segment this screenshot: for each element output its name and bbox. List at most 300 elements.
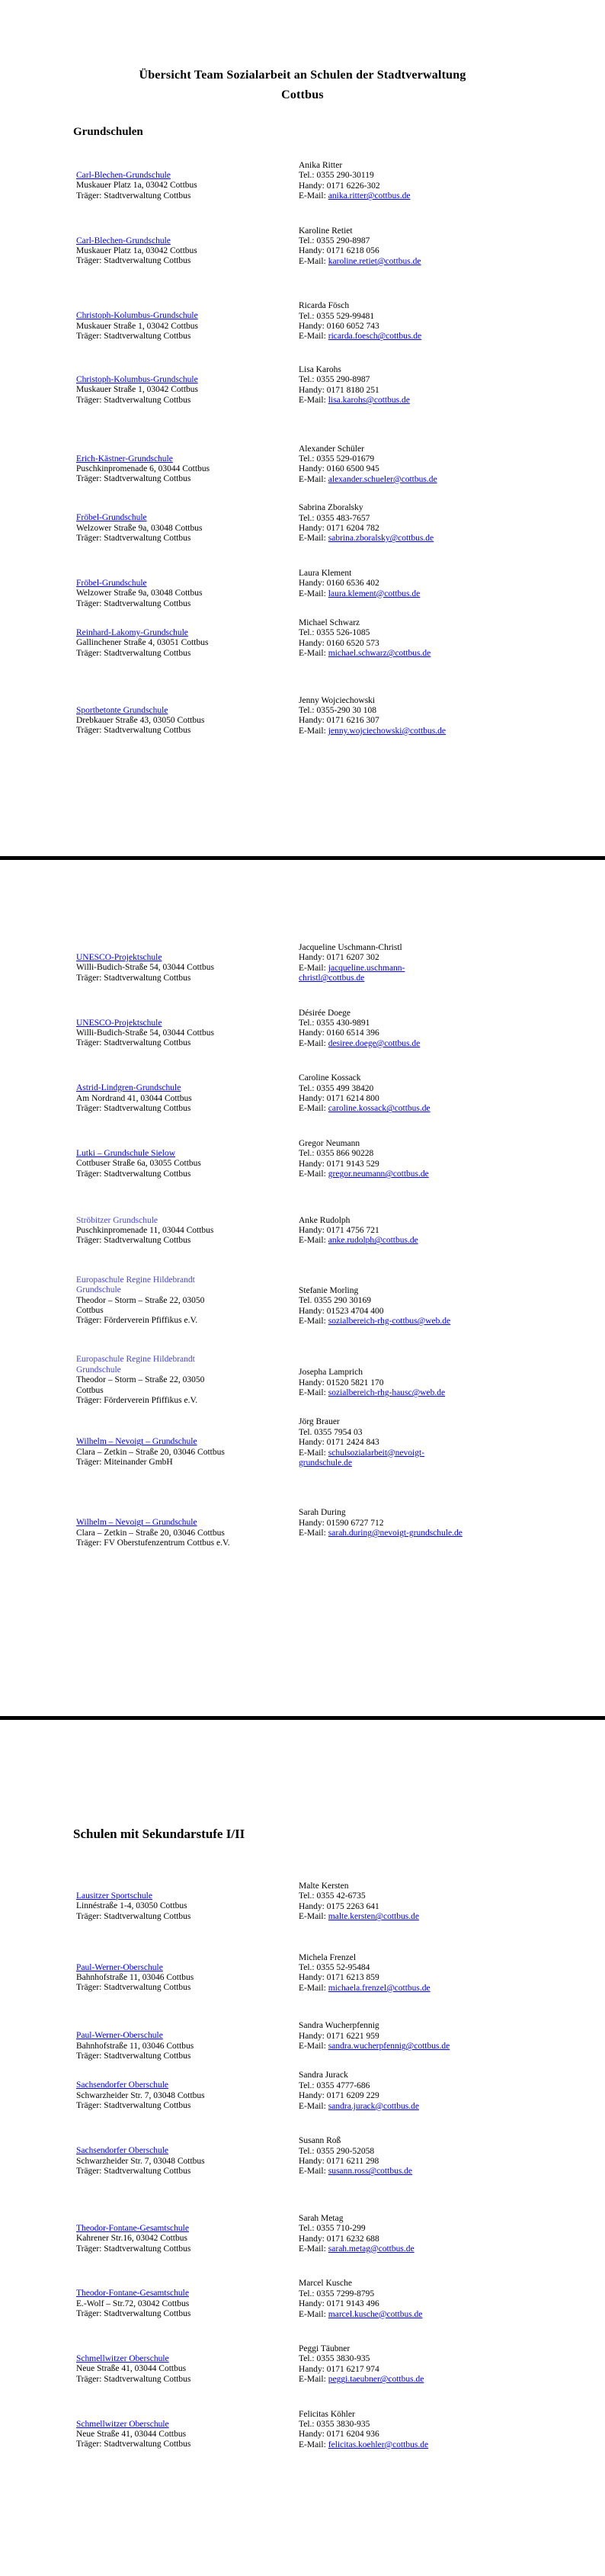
school-link[interactable]: Paul-Werner-Oberschule (76, 2031, 163, 2041)
school-traeger: Träger: Stadtverwaltung Cottbus (76, 973, 191, 983)
school-info (76, 2344, 299, 2385)
school-info (76, 2071, 299, 2112)
email-label: E-Mail: (299, 1104, 326, 1114)
contact-phones (299, 2147, 497, 2167)
contact-phone-line: Tel.: 0355 710-299 (299, 2224, 366, 2234)
email-label: E-Mail: (299, 589, 326, 598)
school-traeger: Träger: Stadtverwaltung Cottbus (76, 395, 191, 405)
email-link[interactable]: sarah.during@nevoigt-grundschule.de (328, 1529, 463, 1538)
contact-email-line (299, 191, 497, 201)
school-address: Muskauer Platz 1a, 03042 Cottbus (76, 246, 197, 256)
email-label: E-Mail: (299, 2309, 326, 2319)
school-entry (76, 2214, 605, 2255)
email-link[interactable]: sabrina.zboralsky@cottbus.de (328, 534, 434, 544)
contact-phones (299, 1519, 497, 1529)
contact-info (299, 2279, 497, 2320)
email-link[interactable]: jenny.wojciechowski@cottbus.de (328, 726, 446, 736)
contact-email-line (299, 257, 497, 267)
school-info (76, 1355, 299, 1406)
contact-phone-line: Tel.: 0355 529-01679 (299, 454, 375, 464)
school-info (76, 1275, 299, 1327)
email-label: E-Mail: (299, 474, 326, 484)
contact-phone-line: Tel.: 0355 430-9891 (299, 1019, 370, 1028)
contact-phone-line: Tel. 0355 7954 03 (299, 1427, 363, 1437)
email-link[interactable]: peggi.taeubner@cottbus.de (328, 2375, 424, 2385)
email-link[interactable]: jacqueline.uschmann- christl@cottbus.de (299, 963, 405, 983)
contact-email-line (299, 534, 497, 544)
school-link[interactable]: Carl-Blechen-Grundschule (76, 236, 171, 245)
contact-email-line (299, 1388, 497, 1398)
school-entry (76, 2344, 605, 2385)
contact-info (299, 301, 497, 342)
contact-info (299, 2071, 497, 2112)
contact-info (299, 444, 497, 486)
school-list (0, 1842, 605, 2450)
school-traeger: Träger: Stadtverwaltung Cottbus (76, 256, 191, 266)
document-title-line-2: Cottbus (281, 88, 324, 101)
contact-info (299, 2344, 497, 2385)
contact-email-line (299, 589, 497, 599)
contact-phone-line: Tel.: 0355 4777-686 (299, 2080, 370, 2090)
school-address: Schwarzheider Str. 7, 03048 Cottbus (76, 2156, 205, 2166)
contact-phones (299, 1963, 497, 1984)
contact-email-line (299, 2244, 497, 2254)
school-entry (76, 2410, 605, 2451)
email-label: E-Mail: (299, 1983, 326, 1993)
school-link[interactable]: Sachsendorfer Oberschule (76, 2146, 169, 2156)
contact-info (299, 1009, 497, 1050)
contact-phones (299, 1378, 497, 1388)
contact-phone-line: Tel.: 0355 3830-935 (299, 2420, 370, 2429)
email-label: E-Mail: (299, 1529, 326, 1538)
contact-phone-line: Handy: 0171 6214 800 (299, 1094, 379, 1104)
school-entry (76, 1508, 605, 1548)
school-address: Willi-Budich-Straße 54, 03044 Cottbus (76, 963, 214, 973)
email-link[interactable]: schulsozialarbeit@nevoigt- grundschule.de (299, 1448, 424, 1468)
school-traeger: Träger: Stadtverwaltung Cottbus (76, 1104, 191, 1114)
school-entry (76, 943, 605, 984)
contact-phone-line: Tel.: 0355 290-8987 (299, 236, 370, 246)
email-label: E-Mail: (299, 2440, 326, 2449)
contact-phone-line: Handy: 0171 6211 298 (299, 2156, 379, 2166)
email-label: E-Mail: (299, 534, 326, 544)
contact-name: Alexander Schüler (299, 444, 364, 454)
school-link[interactable]: Sportbetonte Grundschule (76, 705, 168, 715)
contact-email-line (299, 2167, 497, 2177)
contact-info (299, 1508, 497, 1548)
email-label: E-Mail: (299, 2101, 326, 2111)
contact-info (299, 1216, 497, 1246)
contact-email-line (299, 649, 497, 659)
school-traeger: Träger: Stadtverwaltung Cottbus (76, 2440, 191, 2449)
document-title (0, 0, 605, 105)
contact-phone-line: Tel.: 0355 526-1085 (299, 628, 370, 638)
contact-phone-line: Handy: 0171 6207 302 (299, 953, 379, 963)
email-link[interactable]: gregor.neumann@cottbus.de (328, 1169, 429, 1179)
school-entry (76, 444, 605, 486)
contact-info (299, 2136, 497, 2177)
contact-phones (299, 579, 497, 589)
email-label: E-Mail: (299, 1038, 326, 1048)
school-entry (76, 2279, 605, 2320)
school-link[interactable]: Schmellwitzer Oberschule (76, 2419, 169, 2429)
school-info (76, 1139, 299, 1180)
school-info (76, 1508, 299, 1548)
contact-phone-line: Handy: 0171 9143 529 (299, 1159, 379, 1169)
contact-name: Malte Kersten (299, 1881, 349, 1891)
contact-phones (299, 2420, 497, 2440)
school-entry (76, 569, 605, 609)
school-entry (76, 161, 605, 202)
school-traeger: Träger: Stadtverwaltung Cottbus (76, 332, 191, 342)
contact-phone-line: Handy: 0175 2263 641 (299, 1901, 379, 1911)
document-title-line-1: Übersicht Team Sozialarbeit an Schulen der Stadtverwaltung (139, 69, 466, 82)
contact-email-line (299, 2310, 497, 2320)
contact-phones (299, 953, 497, 963)
contact-name: Michela Frenzel (299, 1952, 357, 1962)
school-info (76, 1009, 299, 1050)
contact-phone-line: Tel.: 0355 529-99481 (299, 311, 375, 321)
school-link[interactable]: Christoph-Kolumbus-Grundschule (76, 374, 198, 384)
email-link[interactable]: caroline.kossack@cottbus.de (328, 1104, 431, 1114)
email-link[interactable]: felicitas.koehler@cottbus.de (328, 2440, 429, 2449)
school-list (0, 860, 605, 1549)
contact-email-line (299, 1529, 497, 1538)
school-info (76, 943, 299, 984)
contact-name: Sandra Jurack (299, 2071, 348, 2080)
school-link[interactable]: Erich-Kästner-Grundschule (76, 454, 173, 464)
contact-info (299, 503, 497, 544)
contact-info (299, 1355, 497, 1406)
email-link[interactable]: sandra.wucherpfennig@cottbus.de (328, 2042, 450, 2051)
school-address: Muskauer Straße 1, 03042 Cottbus (76, 321, 199, 331)
email-link[interactable]: karoline.retiet@cottbus.de (328, 256, 421, 266)
school-list (0, 139, 605, 736)
school-entry (76, 1355, 605, 1406)
school-link[interactable]: Fröbel-Grundschule (76, 513, 147, 523)
email-link[interactable]: ricarda.foesch@cottbus.de (328, 332, 422, 342)
school-info (76, 569, 299, 609)
email-link[interactable]: michael.schwarz@cottbus.de (328, 649, 431, 659)
contact-name: Désirée Doege (299, 1008, 351, 1018)
contact-phones (299, 312, 497, 332)
contact-email-line (299, 1169, 497, 1179)
contact-phone-line: Handy: 0171 9143 496 (299, 2299, 379, 2309)
school-link[interactable]: Paul-Werner-Oberschule (76, 1962, 163, 1972)
school-entry (76, 2021, 605, 2061)
contact-info (299, 569, 497, 609)
school-address: Neue Straße 41, 03044 Cottbus (76, 2364, 187, 2374)
school-entry (76, 301, 605, 342)
email-link[interactable]: sarah.metag@cottbus.de (328, 2244, 415, 2254)
school-address: Puschkinpromenade 6, 03044 Cottbus (76, 464, 210, 473)
contact-info (299, 2021, 497, 2061)
school-traeger: Träger: Stadtverwaltung Cottbus (76, 726, 191, 736)
school-entry (76, 1073, 605, 1115)
school-info (76, 2279, 299, 2320)
contact-name: Laura Klement (299, 568, 352, 578)
contact-info (299, 696, 497, 737)
email-label: E-Mail: (299, 1316, 326, 1326)
contact-phone-line: Handy: 0171 2424 843 (299, 1438, 379, 1448)
email-link[interactable]: laura.klement@cottbus.de (328, 589, 421, 598)
school-entry (76, 1953, 605, 1994)
contact-email-line (299, 2042, 497, 2051)
contact-info (299, 1953, 497, 1994)
school-info (76, 161, 299, 202)
school-address: Muskauer Platz 1a, 03042 Cottbus (76, 181, 197, 191)
contact-phone-line: Handy: 0171 6221 959 (299, 2031, 379, 2041)
school-entry (76, 1881, 605, 1923)
school-address: Theodor – Storm – Straße 22, 03050 Cottbus (76, 1375, 205, 1395)
email-label: E-Mail: (299, 2042, 326, 2051)
school-address: Willi-Budich-Straße 54, 03044 Cottbus (76, 1028, 214, 1038)
email-link[interactable]: sozialbereich-rhg-cottbus@web.de (328, 1316, 451, 1326)
school-info (76, 444, 299, 486)
school-link[interactable]: Lausitzer Sportschule (76, 1891, 152, 1901)
email-link[interactable]: anke.rudolph@cottbus.de (328, 1236, 418, 1246)
school-traeger: Träger: Stadtverwaltung Cottbus (76, 533, 191, 543)
school-address: Linnéstraße 1-4, 03050 Cottbus (76, 1901, 187, 1911)
contact-name: Jenny Wojciechowski (299, 695, 376, 705)
contact-phones (299, 1226, 497, 1236)
school-entry (76, 503, 605, 544)
school-link[interactable]: Astrid-Lindgren-Grundschule (76, 1083, 181, 1093)
contact-phone-line: Tel.: 0355 3830-935 (299, 2354, 370, 2364)
school-info (76, 365, 299, 406)
document-page-3 (0, 1720, 605, 2576)
contact-name: Stefanie Morling (299, 1285, 359, 1295)
school-info (76, 1417, 299, 1468)
school-link[interactable]: Wilhelm – Nevoigt – Grundschule (76, 1437, 197, 1447)
school-traeger: Träger: Stadtverwaltung Cottbus (76, 1911, 191, 1921)
email-link[interactable]: susann.ross@cottbus.de (328, 2167, 413, 2177)
contact-phone-line: Handy: 0171 6226-302 (299, 181, 380, 191)
contact-email-line (299, 2440, 497, 2450)
school-traeger: Träger: Stadtverwaltung Cottbus (76, 1169, 191, 1179)
school-traeger: Träger: Stadtverwaltung Cottbus (76, 2051, 191, 2061)
email-link[interactable]: malte.kersten@cottbus.de (328, 1912, 419, 1922)
school-traeger: Träger: Stadtverwaltung Cottbus (76, 474, 191, 484)
school-address: E.-Wolf – Str.72, 03042 Cottbus (76, 2299, 190, 2308)
contact-name: Lisa Karohs (299, 364, 341, 374)
school-link[interactable]: Christoph-Kolumbus-Grundschule (76, 311, 198, 321)
school-info (76, 2214, 299, 2255)
school-info (76, 2136, 299, 2177)
contact-phone-line: Tel.: 0355-290 30 108 (299, 706, 377, 715)
contact-phone-line: Tel.: 0355 290-8987 (299, 375, 370, 385)
school-entry (76, 618, 605, 659)
contact-info (299, 1073, 497, 1115)
contact-phones (299, 236, 497, 257)
email-link[interactable]: anika.ritter@cottbus.de (328, 191, 411, 201)
school-address: Puschkinpromenade 11, 03044 Cottbus (76, 1225, 214, 1235)
contact-name: Jacqueline Uschmann-Christl (299, 943, 402, 952)
school-entry (76, 1417, 605, 1468)
school-info (76, 226, 299, 268)
school-info (76, 618, 299, 659)
contact-phone-line: Handy: 0160 6536 402 (299, 579, 379, 589)
contact-phone-line: Handy: 0160 6520 573 (299, 638, 379, 648)
contact-info (299, 1881, 497, 1923)
school-link[interactable]: Europaschule Regine Hildebrandt Grundschule (76, 1355, 195, 1375)
contact-phones (299, 2081, 497, 2102)
contact-phone-line: Handy: 0171 6213 859 (299, 1973, 379, 1983)
contact-email-line (299, 1984, 497, 1994)
contact-info (299, 1417, 497, 1468)
contact-phone-line: Handy: 01590 6727 712 (299, 1518, 384, 1528)
contact-email-line (299, 396, 497, 406)
contact-phone-line: Handy: 0171 6216 307 (299, 716, 379, 726)
contact-phone-line: Handy: 0171 6209 229 (299, 2091, 379, 2101)
contact-phones (299, 706, 497, 727)
email-link[interactable]: sozialbereich-rhg-hausc@web.de (328, 1388, 446, 1398)
contact-phone-line: Handy: 0171 6232 688 (299, 2234, 379, 2244)
school-link[interactable]: Ströbitzer Grundschule (76, 1215, 158, 1225)
school-traeger: Träger: Förderverein Pfiffikus e.V. (76, 1395, 198, 1405)
school-entry (76, 365, 605, 406)
contact-email-line (299, 1039, 497, 1049)
email-label: E-Mail: (299, 2244, 326, 2254)
school-address: Bahnhofstraße 11, 03046 Cottbus (76, 2041, 194, 2051)
school-entry (76, 226, 605, 268)
document-page-1 (0, 0, 605, 856)
contact-name: Susann Roß (299, 2136, 341, 2146)
school-address: Am Nordrand 41, 03044 Cottbus (76, 1093, 192, 1103)
school-traeger: Träger: Förderverein Pfiffikus e.V. (76, 1316, 198, 1326)
email-link[interactable]: marcel.kusche@cottbus.de (328, 2309, 423, 2319)
email-label: E-Mail: (299, 963, 326, 973)
school-address: Cottbuser Straße 6a, 03055 Cottbus (76, 1159, 201, 1169)
email-label: E-Mail: (299, 1236, 326, 1246)
school-link[interactable]: Sachsendorfer Oberschule (76, 2080, 169, 2090)
email-label: E-Mail: (299, 1912, 326, 1922)
school-info (76, 2410, 299, 2451)
contact-email-line (299, 964, 497, 984)
school-info (76, 301, 299, 342)
school-link[interactable]: Reinhard-Lakomy-Grundschule (76, 627, 188, 637)
contact-phone-line: Handy: 0171 6218 056 (299, 246, 379, 256)
contact-phone-line: Tel. 0355 290 30169 (299, 1296, 372, 1306)
contact-phones (299, 2354, 497, 2375)
contact-phone-line: Handy: 0160 6514 396 (299, 1028, 379, 1038)
school-address: Schwarzheider Str. 7, 03048 Cottbus (76, 2090, 205, 2100)
contact-info (299, 226, 497, 268)
email-label: E-Mail: (299, 1448, 326, 1458)
contact-info (299, 1139, 497, 1180)
school-link[interactable]: Theodor-Fontane-Gesamtschule (76, 2289, 189, 2299)
school-link[interactable]: Lutki – Grundschule Sielow (76, 1148, 175, 1158)
contact-name: Michael Schwarz (299, 618, 360, 627)
school-address: Neue Straße 41, 03044 Cottbus (76, 2430, 187, 2439)
email-label: E-Mail: (299, 1169, 326, 1179)
section-heading-sekundarstufe: Schulen mit Sekundarstufe I/II (73, 1827, 245, 1841)
email-link[interactable]: desiree.doege@cottbus.de (328, 1038, 421, 1048)
email-link[interactable]: lisa.karohs@cottbus.de (328, 396, 410, 406)
school-address: Theodor – Storm – Straße 22, 03050 Cottbus (76, 1295, 205, 1315)
school-link[interactable]: Carl-Blechen-Grundschule (76, 171, 171, 180)
school-entry (76, 696, 605, 737)
school-link[interactable]: Europaschule Regine Hildebrandt Grundschule (76, 1275, 195, 1295)
contact-name: Sarah Metag (299, 2213, 344, 2223)
school-link[interactable]: Wilhelm – Nevoigt – Grundschule (76, 1518, 197, 1528)
school-address: Welzower Straße 9a, 03048 Cottbus (76, 589, 203, 598)
contact-phone-line: Tel.: 0355 483-7657 (299, 513, 370, 523)
email-label: E-Mail: (299, 256, 326, 266)
school-traeger: Träger: Stadtverwaltung Cottbus (76, 2101, 191, 2111)
email-label: E-Mail: (299, 726, 326, 736)
contact-name: Gregor Neumann (299, 1138, 360, 1148)
contact-phone-line: Handy: 0171 4756 721 (299, 1225, 379, 1235)
contact-phone-line: Tel.: 0355 7299-8795 (299, 2289, 375, 2299)
email-label: E-Mail: (299, 396, 326, 406)
contact-email-line (299, 1912, 497, 1922)
contact-email-line (299, 332, 497, 342)
school-traeger: Träger: Stadtverwaltung Cottbus (76, 648, 191, 658)
school-entry (76, 1009, 605, 1050)
school-traeger: Träger: Stadtverwaltung Cottbus (76, 2374, 191, 2384)
email-label: E-Mail: (299, 2375, 326, 2385)
school-traeger: Träger: Stadtverwaltung Cottbus (76, 2309, 191, 2319)
school-link[interactable]: Theodor-Fontane-Gesamtschule (76, 2223, 189, 2233)
school-link[interactable]: UNESCO-Projektschule (76, 1018, 162, 1028)
school-link[interactable]: Schmellwitzer Oberschule (76, 2353, 169, 2363)
email-label: E-Mail: (299, 1388, 326, 1398)
document-page-2 (0, 860, 605, 1716)
school-address: Kahrener Str.16, 03042 Cottbus (76, 2234, 187, 2244)
contact-phones (299, 171, 497, 191)
contact-email-line (299, 1448, 497, 1469)
contact-phone-line: Tel.: 0355 52-95484 (299, 1963, 370, 1973)
contact-email-line (299, 475, 497, 485)
contact-email-line (299, 727, 497, 736)
contact-name: Peggi Täubner (299, 2343, 351, 2353)
contact-phone-line: Handy: 01523 4704 400 (299, 1306, 384, 1316)
contact-name: Anke Rudolph (299, 1215, 351, 1225)
contact-name: Sandra Wucherpfennig (299, 2021, 379, 2031)
contact-phone-line: Tel.: 0355 290-52058 (299, 2146, 375, 2156)
school-traeger: Träger: Stadtverwaltung Cottbus (76, 1236, 191, 1246)
contact-phone-line: Handy: 01520 5821 170 (299, 1378, 384, 1387)
school-entry (76, 1139, 605, 1180)
school-entry (76, 2136, 605, 2177)
school-info (76, 1216, 299, 1246)
contact-name: Jörg Brauer (299, 1417, 340, 1427)
contact-info (299, 1275, 497, 1327)
school-link[interactable]: UNESCO-Projektschule (76, 953, 162, 962)
contact-phones (299, 628, 497, 649)
contact-phone-line: Tel.: 0355 42-6735 (299, 1891, 366, 1901)
email-link[interactable]: alexander.schueler@cottbus.de (328, 474, 437, 484)
school-address: Muskauer Straße 1, 03042 Cottbus (76, 385, 199, 395)
school-traeger: Träger: Stadtverwaltung Cottbus (76, 1983, 191, 1993)
school-traeger: Träger: Stadtverwaltung Cottbus (76, 598, 191, 608)
school-address: Clara – Zetkin – Straße 20, 03046 Cottbus (76, 1528, 225, 1538)
school-address: Drebkauer Straße 43, 03050 Cottbus (76, 716, 205, 725)
contact-name: Josepha Lamprich (299, 1368, 363, 1378)
school-traeger: Träger: FV Oberstufenzentrum Cottbus e.V. (76, 1538, 230, 1548)
school-traeger: Träger: Stadtverwaltung Cottbus (76, 2166, 191, 2176)
contact-info (299, 618, 497, 659)
contact-phones (299, 1084, 497, 1105)
school-address: Gallinchener Straße 4, 03051 Cottbus (76, 638, 209, 648)
school-address: Welzower Straße 9a, 03048 Cottbus (76, 523, 203, 533)
email-link[interactable]: sandra.jurack@cottbus.de (328, 2101, 419, 2111)
email-label: E-Mail: (299, 2167, 326, 2177)
email-link[interactable]: michaela.frenzel@cottbus.de (328, 1983, 431, 1993)
school-link[interactable]: Fröbel-Grundschule (76, 578, 147, 588)
contact-phone-line: Handy: 0171 6204 936 (299, 2430, 379, 2440)
